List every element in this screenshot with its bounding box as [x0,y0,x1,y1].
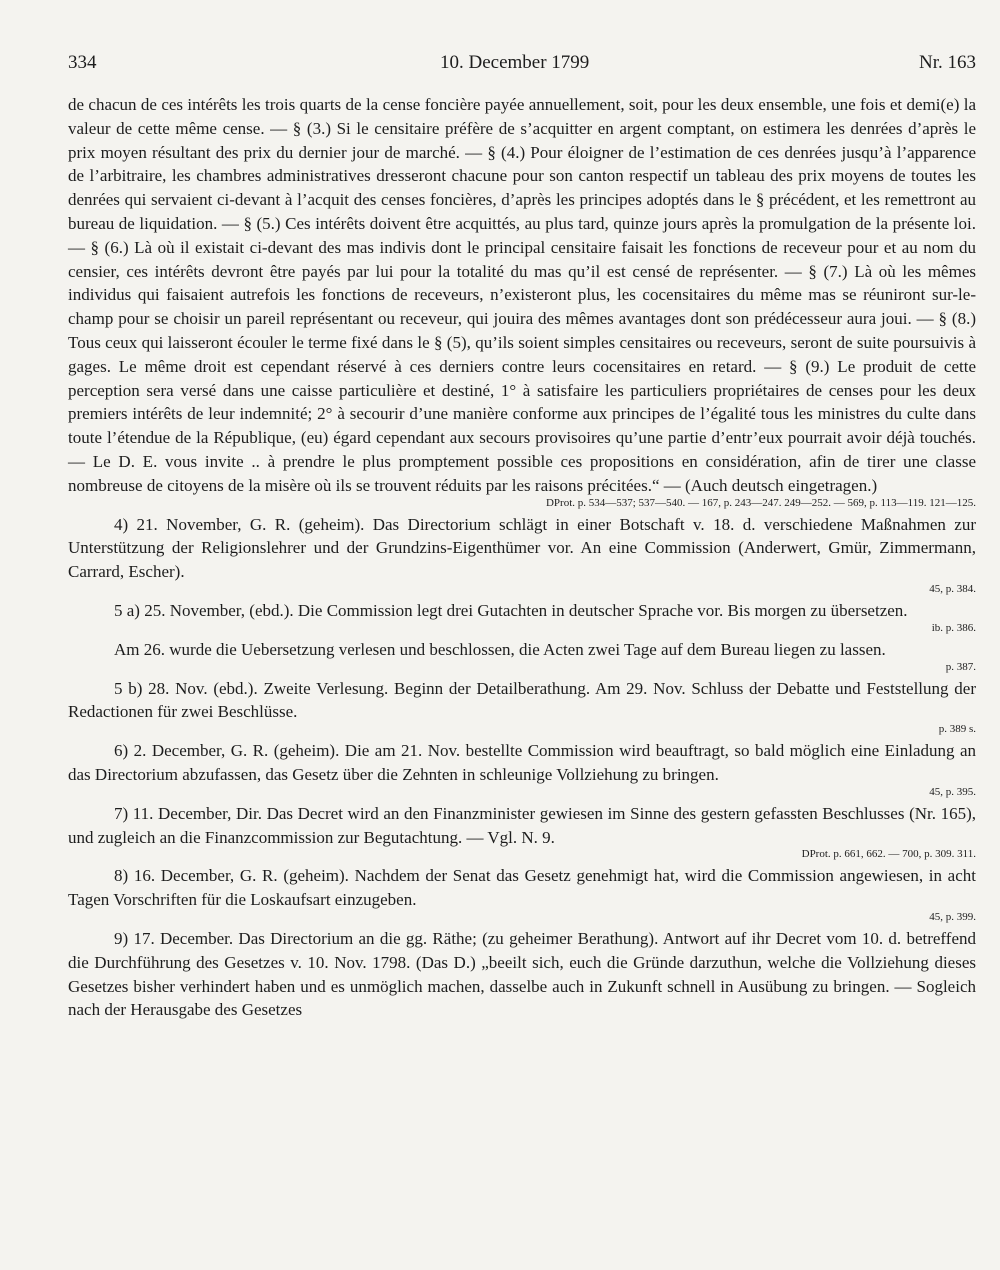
header-date: 10. December 1799 [440,52,590,73]
entry-5a-reference: ib. p. 386. [931,621,976,634]
page-number: 334 [68,52,97,73]
document-number: Nr. 163 [919,52,976,73]
opening-reference: DProt. p. 534—537; 537—540. — 167, p. 243—247. 249—252. — 569, p. 113—119. 121—125. [545,496,976,509]
entry-5a-continuation: Am 26. wurde die Uebersetzung verlesen und beschlossen, die Acten zwei Tage auf dem Bureau liegen zu lassen. [114,639,886,659]
entry-5b-reference: p. 389 s. [938,723,976,736]
entry-7: 7) 11. December, Dir. Das Decret wird an den Finanzminister gewiesen im Sinne des gestern gefassten Beschlusses (Nr. 165), und zugleich an die Finanzcommission zur Begutachtung. — Vgl. N. 9. [68,803,976,847]
entry-5a-continuation-reference: p. 387. [945,660,976,673]
entry-6: 6) 2. December, G. R. (geheim). Die am 21. Nov. bestellte Commission wird beauftragt, so bald möglich eine Einladung an das Directorium abzufassen, das Gesetz über die Zehnten in schleunige Vollziehung zu bringen. [68,741,976,784]
entry-5b: 5 b) 28. Nov. (ebd.). Zweite Verlesung. Beginn der Detailberathung. Am 29. Nov. Schluss der Debatte und Feststellung der Redactionen für zwei Beschlüsse. [68,678,976,722]
entry-9: 9) 17. December. Das Directorium an die gg. Räthe; (zu geheimer Berathung). Antwort auf ihr Decret vom 10. d. betreffend die Durchführung des Gesetzes v. 10. Nov. 1798. (Das D.) „beeilt sich, euch die Gründe darzuthun, welche die Vollziehung dieses Gesetzes bisher verhindert haben und es unmöglich machen, dasselbe auch in Zukunft schnell in Ausübung zu bringen. — Sogleich nach der Herausgabe des Gesetzes [68,928,976,1020]
entry-4: 4) 21. November, G. R. (geheim). Das Directorium schlägt in einer Botschaft v. 18. d. verschiedene Maßnahmen zur Unterstützung der Religionslehrer und der Grundzins-Eigenthümer vor. An eine Commission (Anderwert, Gmür, Zimmermann, Carrard, Escher). [68,514,976,582]
entry-7-reference: DProt. p. 661, 662. — 700, p. 309. 311. [801,848,976,861]
entry-8: 8) 16. December, G. R. (geheim). Nachdem der Senat das Gesetz genehmigt hat, wird die Commission angewiesen, in acht Tagen Vorschriften für die Loskaufsart einzugeben. [68,866,976,910]
entry-6-reference: 45, p. 395. [929,785,976,798]
page-body [68,93,976,1022]
opening-paragraph: de chacun de ces intérêts les trois quarts de la cense foncière payée annuellement, soit, pour les deux ensemble, une fois et demi(e) la valeur de cette même cense. — § (3.) Si le censitaire préfère de s’acquitter en argent comptant, on estimera les denrées d’après le prix moyen résultant des prix du dernier jour de marché. — § (4.) Pour éloigner de l’estimation de ces denrées jusqu’à l’apparence de l’arbitraire, les chambres administratives dresseront chacune pour son canton respectif un tableau des prix moyens de toutes les denrées qui servaient ci-devant à l’acquit des censes foncières, d’après les principes adoptés dans le § précédent, et les remettront au bureau de liquidation. — § (5.) Ces intérêts doivent être acquittés, au plus tard, quinze jours après la promulgation de la présente loi. — § (6.) Là où il existait ci-devant des mas indivis dont le principal censitaire faisait les fonctions de receveur pour et au nom du censier, ces intérêts devront être payés par lui pour la totalité du mas qu’il est censé de représenter. — § (7.) Là où les mêmes individus qui faisaient autrefois les fonctions de receveurs, n’existeront plus, les cocensitaires du même mas se réuniront sur-le-champ pour se choisir un pareil représentant ou receveur, qui jouira des mêmes avantages dont son prédécesseur aura joui. — § (8.) Tous ceux qui laisseront écouler le terme fixé dans le § (5), qu’ils soient simples censitaires ou receveurs, seront de suite poursuivis à gages. Le même droit est cependant réservé à ces derniers contre leurs cocensitaires en retard. — § (9.) Le produit de cette perception sera versé dans une caisse particulière et destiné, 1° à satisfaire les particuliers propriétaires de censes pour les deux premiers intérêts de leur indemnité; 2° à secourir d’une manière conforme aux principes de l’égalité tous les ministres du culte dans toute l’étendue de la République, (eu) égard cependant aux secours provisoires qu’une partie d’entr’eux pourrait avoir déjà touchés. — Le D. E. vous invite .. à prendre le plus promptement possible ces propositions en considération, afin de tirer une classe nombreuse de citoyens de la misère où ils se trouvent réduits par les raisons précitées.“ — (Auch deutsch eingetragen.) [68,95,976,495]
entry-4-reference: 45, p. 384. [929,582,976,595]
entry-5a: 5 a) 25. November, (ebd.). Die Commission legt drei Gutachten in deutscher Sprache vor. Bis morgen zu übersetzen. [114,600,908,620]
entry-8-reference: 45, p. 399. [929,910,976,923]
page-header [68,52,976,82]
